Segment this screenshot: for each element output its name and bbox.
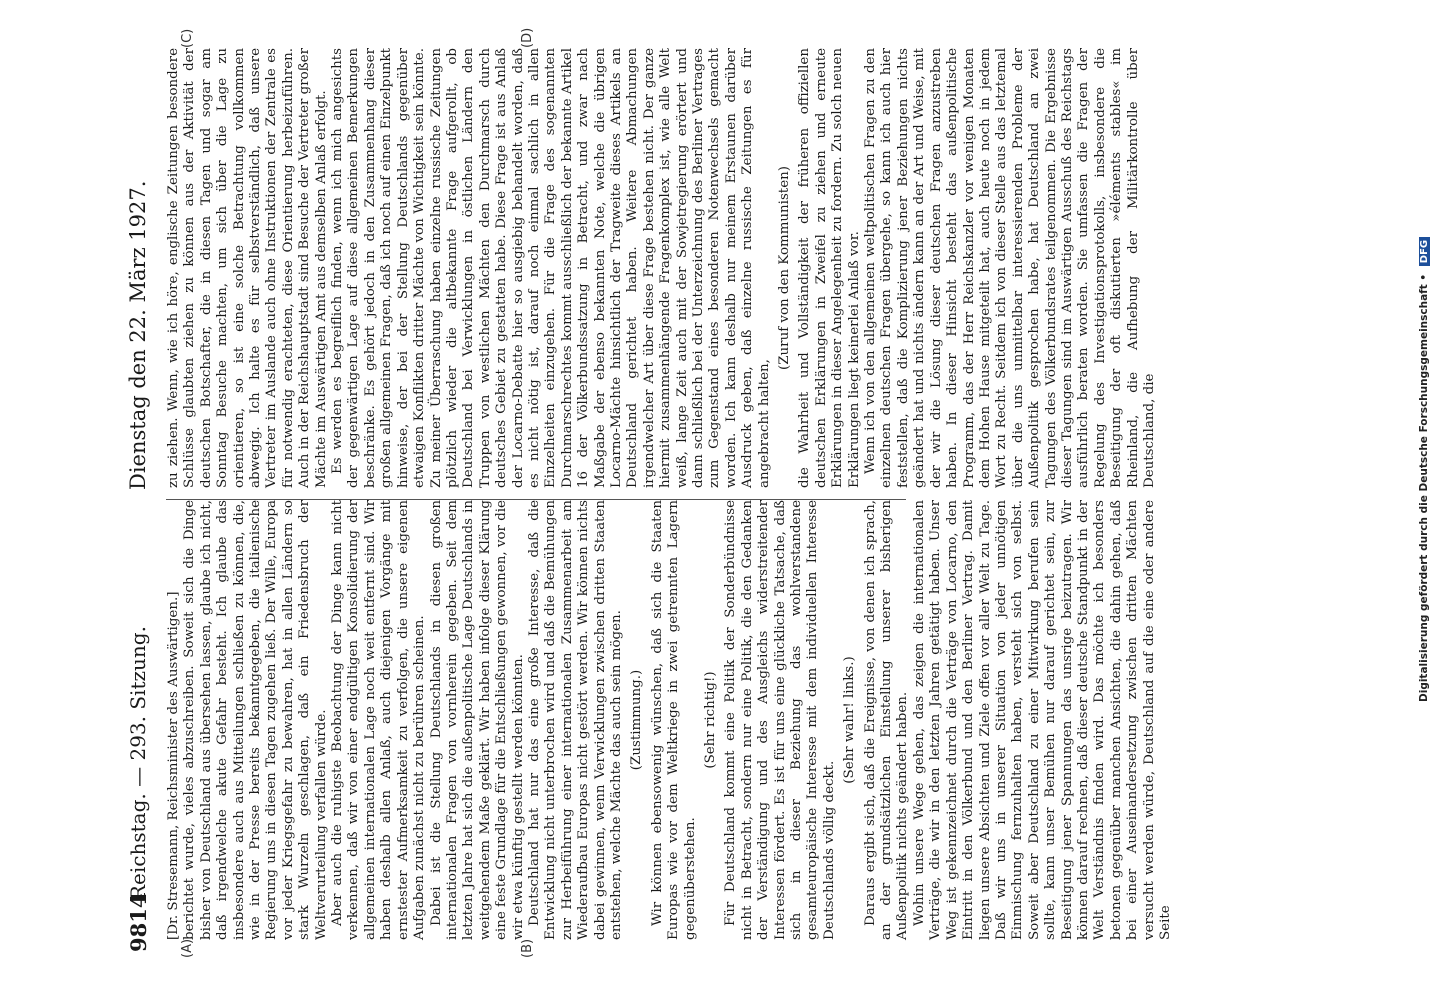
paragraph: Dabei ist die Stellung Deutschlands in diesen großen internationalen Fragen von vornherein gegeben. Seit dem letzten Jahre hat sich die außenpolitische Lage Deutschlands in weitgehendem Maße geklärt. Wir haben infolge dieser Klärung eine feste Grundlage für die Entschließungen gewonnen, vor die wir etwa künftig gestellt werden könnten. [428,500,526,940]
right-column [166,48,1157,488]
remark: (Zuruf von den Kommunisten) [777,166,793,370]
paragraph: Aber auch die ruhigste Beobachtung der Dinge kann nicht verkennen, daß wir von einer endgültigen Konsolidierung der allgemeinen internationalen Lage noch weit entfernt sind. Wir haben deshalb allen Anlaß, auch diejenigen Vorgänge mit ernstester Aufmerksamkeit zu verfolgen, die unsere eigenen Aufgaben zunächst nicht zu berühren scheinen. [330,500,428,940]
remark: (Sehr wahr! links.) [842,656,858,784]
paragraph: Wenn ich von den allgemeinen weltpolitischen Fragen zu den einzelnen deutschen Fragen übergehe, so kann ich auch hier feststellen, daß die Komplizierung jener Beziehungen nichts geändert hat und nichts ändern kann an der Art und Weise, mit der wir die Lösung dieser deutschen Fragen anzustreben haben. In dieser Hinsicht besteht das außenpolitische Programm, das der Herr Reichskanzler vor wenigen Monaten dem Hohen Hause mitgeteilt hat, auch heute noch in jedem Wort zu Recht. Seitdem ich von dieser Stelle aus das letztemal über die uns unmittelbar interessierenden Probleme der Außenpolitik gesprochen habe, hat Deutschland an zwei Tagungen des Völkerbundsrates teilgenommen. Die Ergebnisse dieser Tagungen sind im Auswärtigen Ausschuß des Reichstags ausführlich beraten worden. Sie umfassen die Fragen der Regelung des Investigationsprotokolls, insbesondere die Beseitigung der oft diskutierten »éléments stables« im Rheinland, die Aufhebung der Militärkontrolle über Deutschland, die [863,48,1157,488]
header-right-title: Dienstag den 22. März 1927. [126,180,150,490]
remark: (Sehr richtig!) [703,671,718,769]
left-column [166,500,1173,940]
rotated-page-content [120,27,1173,960]
paragraph: Wohin unsere Wege gehen, das zeigen die internationalen Verträge, die wir in den letzten Jahren getätigt haben. Unser Weg ist gekennzeichnet durch die Verträge von Locarno, den Eintritt in den Völkerbund und den Berliner Vertrag. Damit liegen unsere Absichten und Ziele offen vor aller Welt zu Tage. Daß wir uns in unserer Situation von jeder unnötigen Einmischung fernzuhalten haben, versteht sich von selbst. Soweit aber Deutschland zu einer Mitwirkung berufen sein sollte, kann unser Bemühen nur darauf gerichtet sein, zur Beseitigung jener Spannungen das unsrige beizutragen. Wir können darauf rechnen, daß dieser deutsche Standpunkt in der Welt Verständnis finden wird. Das möchte ich besonders betonen gegenüber manchen Ansichten, die dahin gehen, daß bei einer Auseinandersetzung zwischen dritten Mächten versucht werden würde, Deutschland auf die eine oder andere Seite [911,500,1173,940]
header-left-title: Reichstag. — 293. Sitzung. [126,626,150,900]
paragraph: Es werden es begreiflich finden, wenn ich mich angesichts der gegenwärtigen Lage auf diese allgemeinen Bemerkungen beschränke. Es gehört jedoch in den Zusammenhang dieser großen allgemeinen Fragen, daß ich noch auf einen Einzelpunkt hinweise, der bei der Stellung Deutschlands gegenüber etwaigen Konflikten dritter Mächte von Wichtigkeit sein könnte. Zu meiner Überraschung haben einzelne russische Zeitungen plötzlich wieder die altbekannte Frage aufgerollt, ob Deutschland bei Verwicklungen in östlichen Ländern den Truppen von westlichen Mächten den Durchmarsch durch deutsches Gebiet zu gestatten habe. Diese Frage ist aus Anlaß der Locarno-Debatte hier so ausgiebig behandelt worden, daß es nicht nötig ist, darauf noch einmal sachlich in allen Einzelheiten einzugehen. Für die Frage des sogenannten Durchmarschrechtes kommt ausschließlich der bekannte Artikel 16 der Völkerbundssatzung in Betracht, und zwar nach Maßgabe der ebenso bekannten Note, welche die übrigen Locarno-Mächte hinsichtlich der Tragweite dieses Artikels an Deutschland gerichtet haben. Weitere Abmachungen irgendwelcher Art über diese Frage bestehen nicht. Der ganze hiermit zusammenhängende Fragenkomplex ist, wie alle Welt weiß, lange Zeit auch mit der Sowjetregierung erörtert und dann schließlich bei der Unterzeichnung des Berliner Vertrages zum Gegenstand eines besonderen Notenwechsels gemacht worden. Ich kann deshalb nur meinem Erstaunen darüber Ausdruck geben, daß einzelne russische Zeitungen es für angebracht halten, [330,48,772,488]
speaker-line: [Dr. Stresemann, Reichsminister des Auswärtigen.] [166,591,181,940]
margin-mark-b: (B) [520,938,535,958]
paragraph: Deutschland hat nur das eine große Interesse, daß die Entwicklung nicht unterbrochen wird und daß die Bemühungen zur Herbeiführung einer internationalen Zusammenarbeit am Wiederaufbau Europas nicht gestört werden. Wir können nichts dabei gewinnen, wenn Verwicklungen zwischen dritten Staaten entstehen, welche Mächte das auch sein mögen. [526,500,624,940]
paragraph: berichtet wurde, vieles abzuschreiben. Soweit sich die Dinge bisher von Deutschland aus übersehen lassen, glaube ich nicht, daß irgendwelche akute Gefahr besteht. Ich glaube das insbesondere auch aus Mitteilungen schließen zu können, die, wie in der Presse bereits bekanntgegeben, die italienische Regierung uns in diesen Tagen zugehen ließ. Der Wille, Europa vor jeder Kriegsgefahr zu bewahren, hat in allen Ländern so stark Wurzeln geschlagen, daß ein Friedensbruch der Weltverurteilung verfallen würde. [182,500,329,940]
margin-mark-d: (D) [520,27,535,48]
footer-text: Digitalisierung gefördert durch die Deutsche Forschungsgemeinschaft • [1418,273,1430,702]
paragraph: Daraus ergibt sich, daß die Ereignisse, von denen ich sprach, an der grundsätzlichen Einstellung unserer bisherigen Außenpolitik nichts geändert haben. [862,500,911,940]
digitization-footer [1418,12,1432,702]
paragraph: zu ziehen. Wenn, wie ich höre, englische Zeitungen besondere Schlüsse glaubten ziehen zu können aus der Aktivität der deutschen Botschafter, die in diesen Tagen und sogar am Sonntag Besuche machten, um sich über die Lage zu orientieren, so ist eine solche Betrachtung vollkommen abwegig. Ich halte es für selbstverständlich, daß unsere Vertreter im Auslande auch ohne Instruktionen der Zentrale es für notwendig erachteten, diese Orientierung herbeizuführen. Auch in der Reichshauptstadt sind Besuche der Vertreter großer Mächte im Auswärtigen Amt aus demselben Anlaß erfolgt. [166,48,329,488]
remark: (Zustimmung.) [629,669,645,771]
page-header [120,30,160,960]
dfg-logo: DFG [1419,237,1430,266]
paragraph: die Wahrheit und Vollständigkeit der früheren offiziellen deutschen Erklärungen in Zweifel zu ziehen und erneute Erklärungen in dieser Angelegenheit zu fordern. Zu solch neuen Erklärungen liegt keinerlei Anlaß vor. [797,48,862,488]
page-number: 9814 [126,893,151,952]
margin-mark-c: (C) [180,28,195,48]
margin-mark-a: (A) [180,938,195,958]
paragraph: Für Deutschland kommt eine Politik der Sonderbündnisse nicht in Betracht, sondern nur eine Politik, die den Gedanken der Verständigung und des Ausgleichs widerstreitender Interessen fördert. Es ist für uns eine glückliche Tatsache, daß sich in dieser Beziehung das wohlverstandene gesamteuropäische Interesse mit dem individuellen Interesse Deutschlands völlig deckt. [723,500,837,940]
paragraph: Wir können ebensowenig wünschen, daß sich die Staaten Europas wie vor dem Weltkriege in zwei getrennten Lagern gegenüberstehen. [649,500,698,940]
